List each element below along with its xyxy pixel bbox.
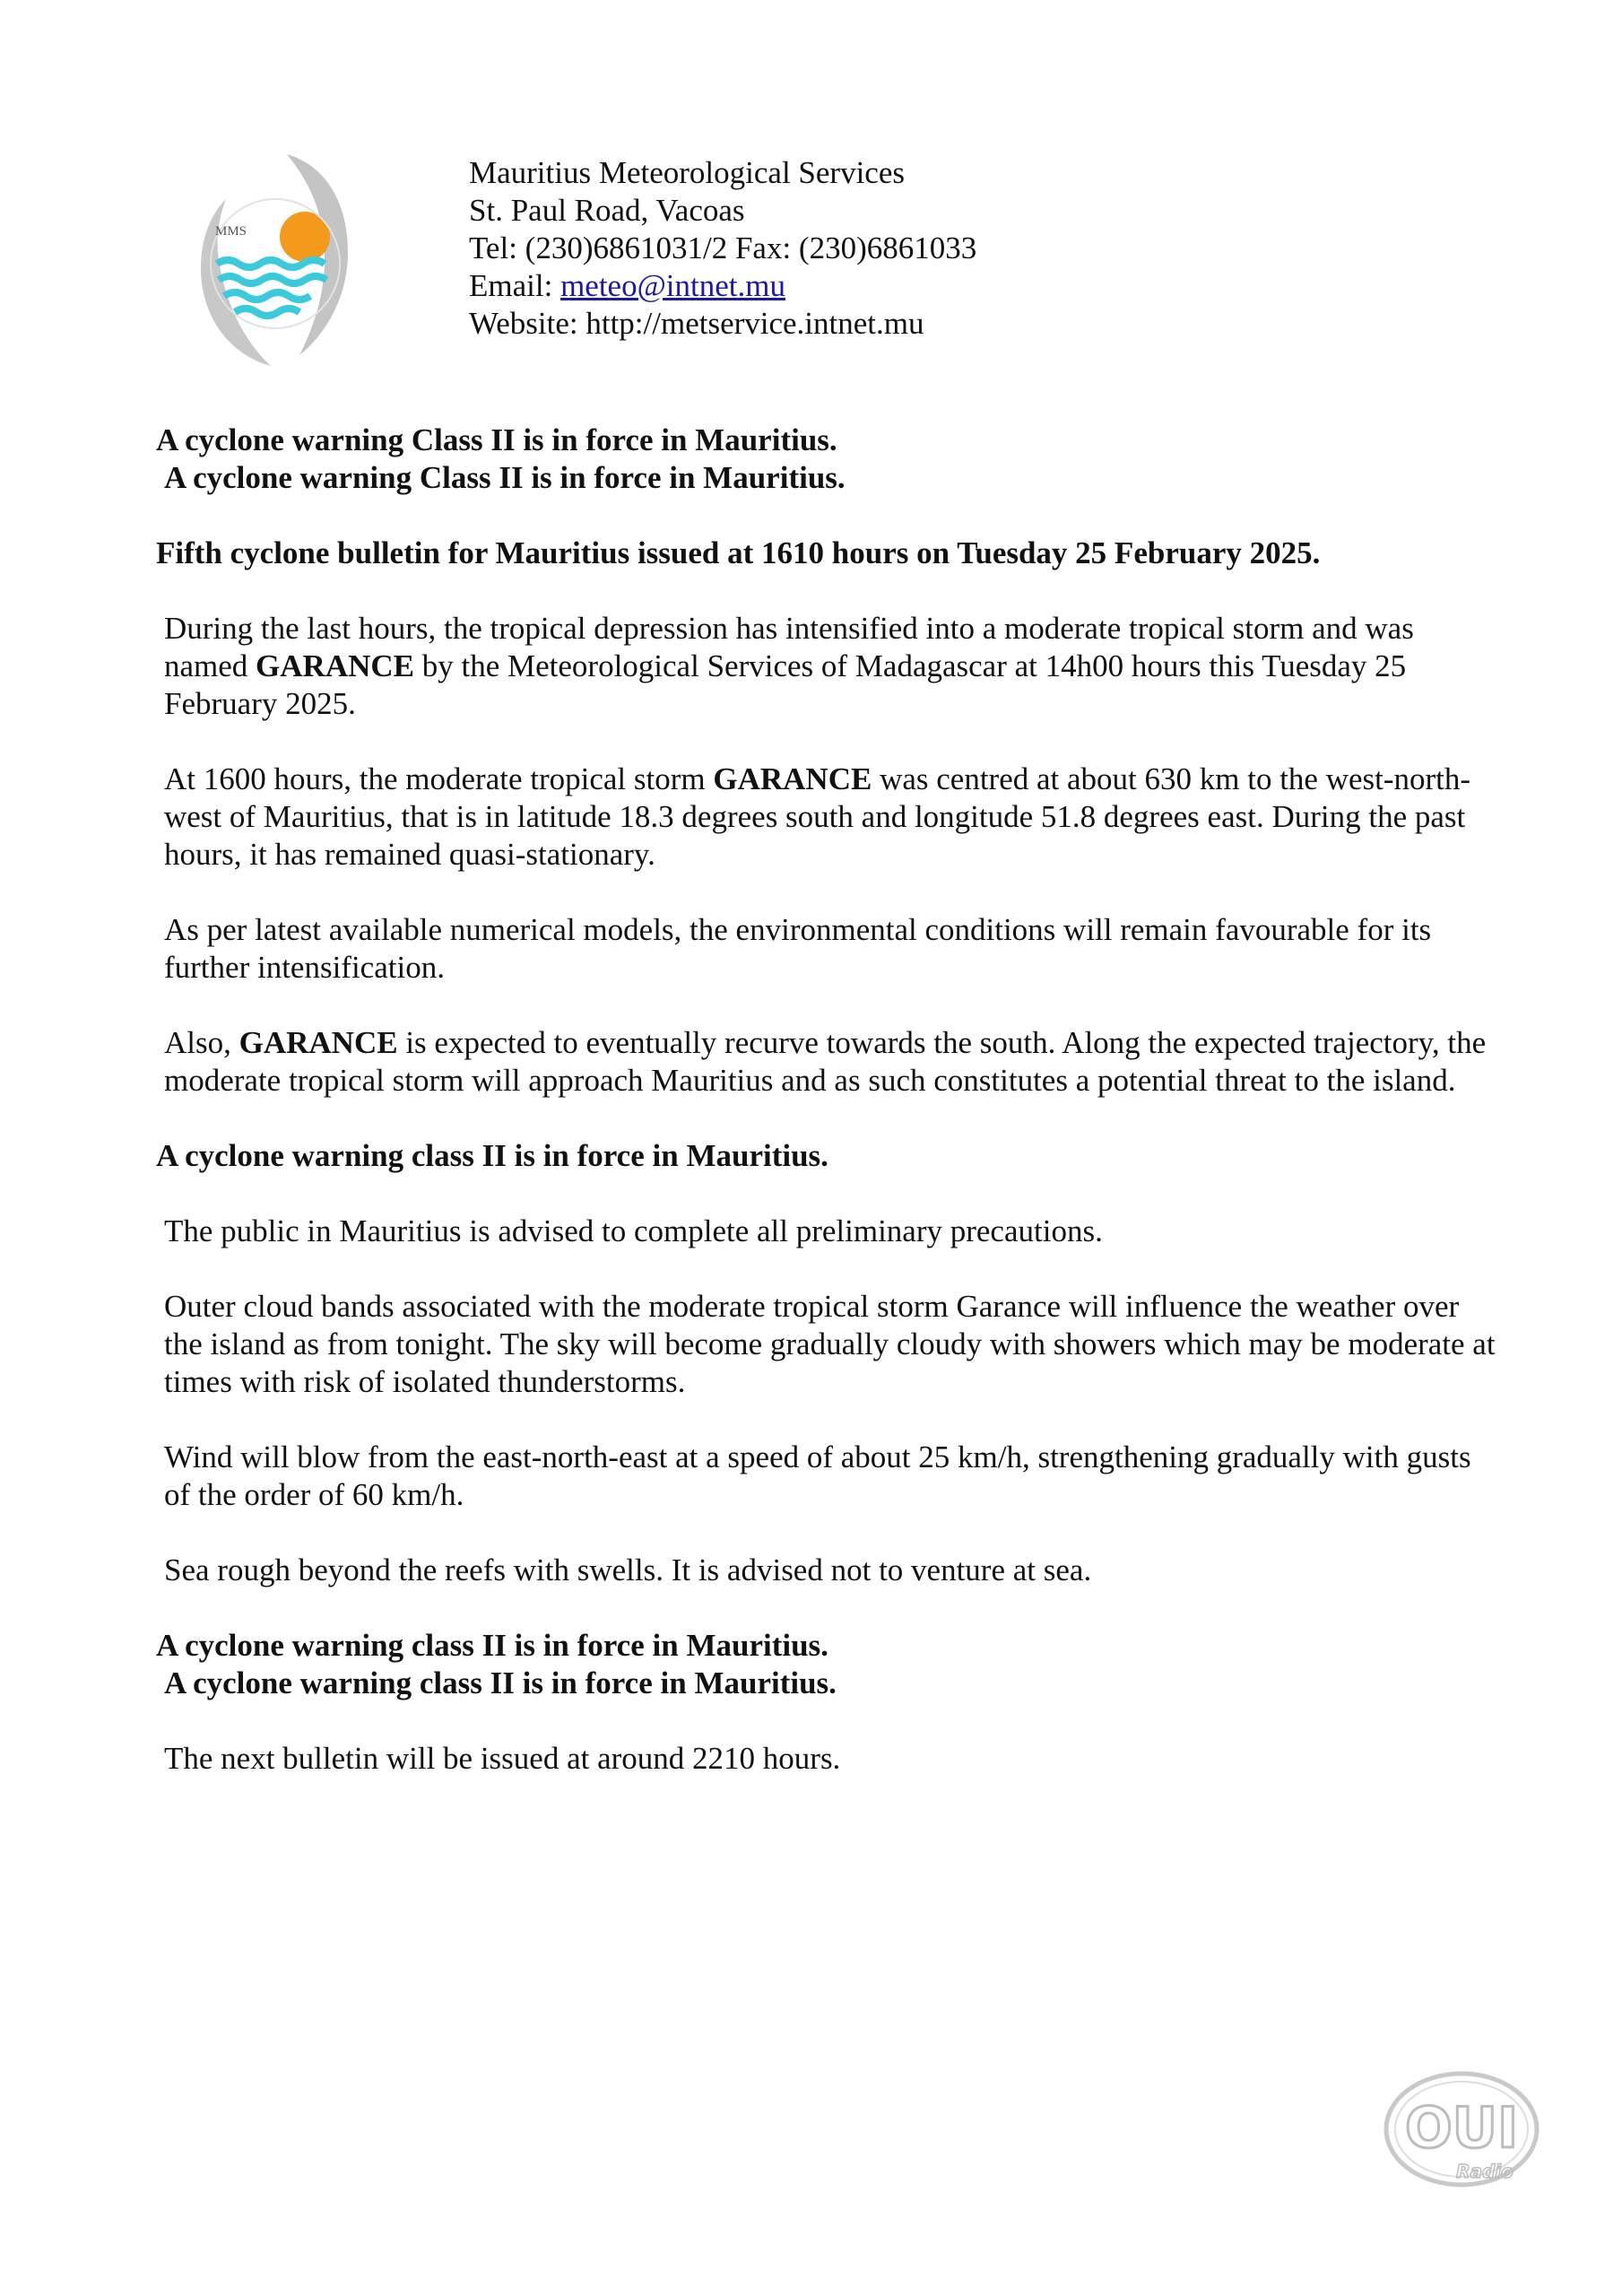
warning-line: A cyclone warning class II is in force in Mauritius. [156,1628,828,1663]
oui-radio-watermark [1379,2065,1549,2199]
website: Website: http://metservice.intnet.mu [469,306,924,341]
svg-text:OUI: OUI [1404,2095,1519,2161]
paragraph-models: As per latest available numerical models, the environmental conditions will remain favourable for its further intensification. [164,912,1432,985]
paragraph-sea: Sea rough beyond the reefs with swells. It is advised not to venture at sea. [164,1552,1092,1587]
tel-fax: Tel: (230)6861031/2 Fax: (230)6861033 [469,230,977,265]
paragraph-public-advice: The public in Mauritius is advised to complete all preliminary precautions. [164,1213,1103,1248]
contact-block [469,154,976,343]
paragraph-position: At 1600 hours, the moderate tropical storm GARANCE was centred at about 630 km to the west-north-west of Mauritius, that is in latitude 18.3 degrees south and longitude 51.8 degrees east. During the past hours, it has remained quasi-stationary. [164,761,1471,872]
email-label: Email: [469,268,561,303]
bulletin-title: Fifth cyclone bulletin for Mauritius issued at 1610 hours on Tuesday 25 February 2025. [156,535,1321,570]
mms-logo [190,147,360,371]
org-name: Mauritius Meteorological Services [469,155,905,190]
bulletin-body [156,422,1501,1815]
warning-line: A cyclone warning Class II is in force in Mauritius. [164,460,846,495]
storm-name: GARANCE [713,761,872,796]
email-link[interactable]: meteo@intnet.mu [560,268,785,303]
logo-text: MMS [215,224,247,239]
paragraph-wind: Wind will blow from the east-north-east at a speed of about 25 km/h, strengthening gradually with gusts of the order of 60 km/h. [164,1439,1471,1512]
email-line [469,267,976,305]
address: St. Paul Road, Vacoas [469,193,745,228]
svg-text:Radio: Radio [1456,2161,1514,2182]
paragraph-weather: Outer cloud bands associated with the moderate tropical storm Garance will influence the weather over the island as from tonight. The sky will become gradually cloudy with showers which may be moderate at times with risk of isolated thunderstorms. [164,1289,1496,1399]
storm-name: GARANCE [239,1025,398,1060]
warning-line: A cyclone warning Class II is in force in Mauritius. [156,422,837,457]
storm-name: GARANCE [256,648,414,683]
paragraph-trajectory: Also, GARANCE is expected to eventually recurve towards the south. Along the expected trajectory, the moderate tropical storm will approach Mauritius and as such constitutes a potential threat to the island. [164,1025,1487,1098]
warning-line: A cyclone warning class II is in force in Mauritius. [156,1138,828,1173]
paragraph-naming: During the last hours, the tropical depression has intensified into a moderate tropical storm and was named GARANCE by the Meteorological Services of Madagascar at 14h00 hours this Tuesday 25 February 2025. [164,611,1414,721]
warning-line: A cyclone warning class II is in force in Mauritius. [164,1665,837,1700]
paragraph-next-bulletin: The next bulletin will be issued at around 2210 hours. [164,1741,841,1776]
